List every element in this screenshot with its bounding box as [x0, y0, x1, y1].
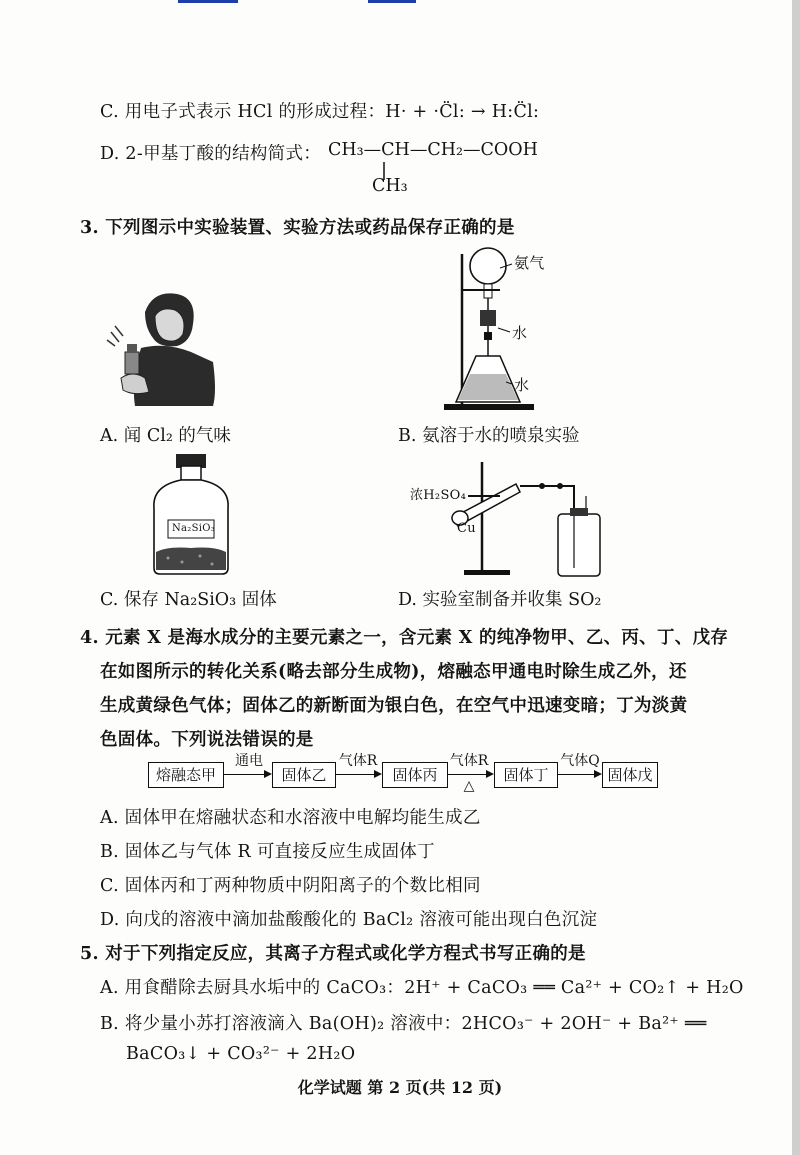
caption-c: C. 保存 Na₂SiO₃ 固体 — [100, 590, 277, 610]
flow-arrow-1 — [224, 774, 270, 775]
option-d-branch: CH₃ — [372, 176, 408, 196]
figure-c-reagent-bottle — [148, 452, 234, 576]
option-d-label: D. 2-甲基丁酸的结构简式： — [100, 144, 322, 164]
q5-option-a: A. 用食醋除去厨具水垢中的 CaCO₃：2H⁺ + CaCO₃ ══ Ca²⁺ + CO₂↑ + H₂O — [100, 978, 744, 998]
label-ammonia: 氨气 — [514, 254, 545, 272]
q5-title: 5. 对于下列指定反应，其离子方程式或化学方程式书写正确的是 — [80, 944, 586, 964]
caption-b: B. 氨溶于水的喷泉实验 — [398, 426, 580, 446]
flow-box-3: 固体丙 — [382, 762, 448, 788]
label-cu: Cu — [457, 521, 476, 536]
caption-a: A. 闻 Cl₂ 的气味 — [100, 426, 231, 446]
q5-option-b-line1: B. 将少量小苏打溶液滴入 Ba(OH)₂ 溶液中：2HCO₃⁻ + 2OH⁻ + Ba²⁺ ══ — [100, 1014, 707, 1034]
page-footer: 化学试题 第 2 页(共 12 页) — [297, 1078, 503, 1097]
flow-box-2: 固体乙 — [272, 762, 336, 788]
flow-arrow-2 — [336, 774, 380, 775]
top-blue-mark-right — [368, 0, 416, 3]
figure-a-person-smelling — [105, 282, 220, 412]
q4-option-b: B. 固体乙与气体 R 可直接反应生成固体丁 — [100, 842, 435, 862]
q4-line-3: 生成黄绿色气体；固体乙的新断面为银白色，在空气中迅速变暗；丁为淡黄 — [100, 696, 688, 716]
label-water-top: 水 — [512, 324, 528, 342]
figure-d-so2-apparatus — [440, 456, 610, 580]
conversion-flowchart — [138, 753, 658, 796]
flow-box-4: 固体丁 — [494, 762, 558, 788]
q5-option-b-line2: BaCO₃↓ + CO₃²⁻ + 2H₂O — [126, 1044, 356, 1064]
bottle-label: Na₂SiO₃ — [172, 523, 216, 534]
q4-line-2: 在如图所示的转化关系(略去部分生成物)，熔融态甲通电时除生成乙外，还 — [100, 662, 687, 682]
q4-option-a: A. 固体甲在熔融状态和水溶液中电解均能生成乙 — [100, 808, 481, 828]
flow-arrow-label-1: 通电 — [235, 753, 263, 769]
flow-arrow-label-3: 气体R — [449, 753, 489, 769]
flow-arrow-label-2: 气体R — [338, 753, 378, 769]
right-page-edge — [792, 0, 800, 1155]
caption-d: D. 实验室制备并收集 SO₂ — [398, 590, 602, 610]
q4-option-c: C. 固体丙和丁两种物质中阴阳离子的个数比相同 — [100, 876, 481, 896]
q4-line-1: 4. 元素 X 是海水成分的主要元素之一，含元素 X 的纯净物甲、乙、丙、丁、戊存 — [80, 628, 729, 648]
flow-box-5: 固体戊 — [602, 762, 658, 788]
flow-arrow-3 — [448, 774, 492, 775]
option-d-main-chain: CH₃—CH—CH₂—COOH — [328, 140, 538, 160]
label-conc-h2so4: 浓H₂SO₄ — [410, 488, 467, 503]
top-blue-mark-left — [178, 0, 238, 3]
flow-box-1: 熔融态甲 — [148, 762, 224, 788]
flow-arrow-label-4: 气体Q — [560, 753, 600, 769]
flow-arrow-heat: △ — [463, 778, 475, 794]
q3-title: 3. 下列图示中实验装置、实验方法或药品保存正确的是 — [80, 218, 515, 238]
q4-line-4: 色固体。下列说法错误的是 — [100, 730, 314, 750]
label-water-bottom: 水 — [514, 376, 530, 394]
flow-arrow-4 — [558, 774, 600, 775]
option-c-hcl: C. 用电子式表示 HCl 的形成过程：H· + ·C̈l: → H:C̈l: — [100, 102, 540, 122]
q4-option-d: D. 向戊的溶液中滴加盐酸酸化的 BaCl₂ 溶液可能出现白色沉淀 — [100, 910, 598, 930]
